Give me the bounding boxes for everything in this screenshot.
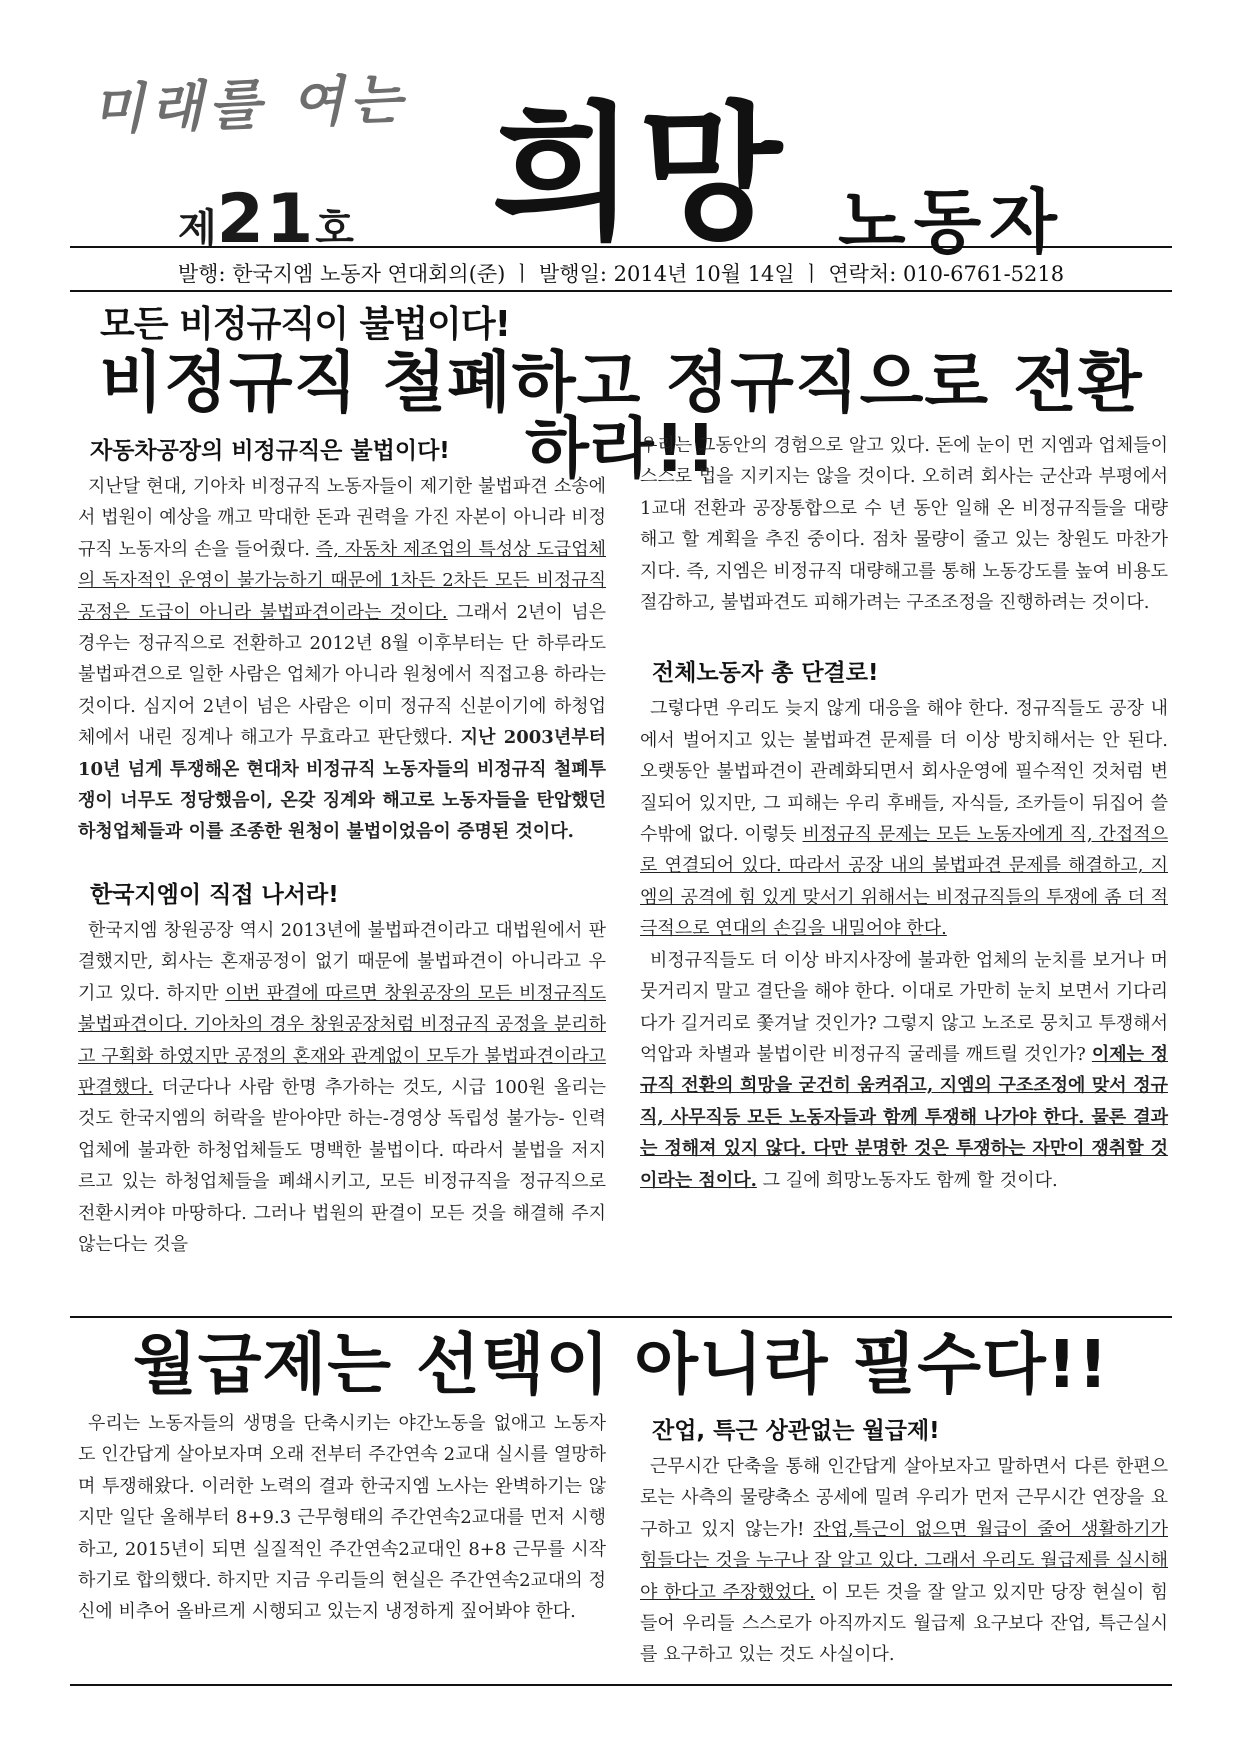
text-run: 한국지엠 창원공장 역시 2013년에 불법파견이라고 대법원에서 판결했지만, 회사는 혼재공정이 없기 때문에 불법파견이 아니라고 우기고 있다. 하지만 — [78, 919, 606, 1004]
article2-headline: 월급제는 선택이 아니라 필수다!! — [133, 1326, 1109, 1403]
text-run: 그 길에 희망노동자도 함께 할 것이다. — [756, 1169, 1058, 1191]
publication-info: 발행: 한국지엠 노동자 연대회의(준) ㅣ 발행일: 2014년 10월 14일 ㅣ 연락처: 010-6761-5218 — [177, 262, 1065, 286]
section-title: 잔업, 특근 상관없는 월급제! — [652, 1418, 940, 1444]
article1-kicker: 모든 비정규직이 불법이다! — [100, 304, 511, 345]
text-run: 비정규직들도 더 이상 바지사장에 불과한 업체의 눈치를 보거나 머뭇거리지 말고 결단을 해야 한다. 이대로 가만히 눈치 보면서 기다리다가 길거리로 쫓겨날 것인가? 그렇지 않고 노조로 뭉치고 투쟁해서 억압과 차별과 불법이란 비정규직 굴레를 깨트릴 것인가? — [640, 949, 1168, 1065]
masthead-rule-top — [70, 246, 1172, 248]
masthead-slogan: 미래를 여는 — [91, 67, 409, 142]
issue-prefix: 제 — [178, 206, 217, 252]
newspaper-subtitle: 노동자 — [838, 181, 1065, 263]
section-divider — [70, 1316, 1172, 1318]
section-title: 한국지엠이 직접 나서라! — [90, 881, 339, 908]
article2-left-column — [78, 1408, 606, 1628]
underlined-text: 즉, 자동차 제조업의 특성상 도급업체의 독자적인 운영이 불가능하기 때문에 1차든 2차든 모든 비정규직 공정은 도급이 아니라 불법파견이라는 것이다. — [78, 538, 606, 623]
paragraph — [640, 1451, 1168, 1671]
text-run: 지난달 현대, 기아차 비정규직 노동자들이 제기한 불법파견 소송에서 법원이 예상을 깨고 막대한 돈과 권력을 가진 자본이 아니라 비정규직 노동자의 손을 들어줬다. — [78, 476, 606, 560]
masthead-rule-bottom — [70, 290, 1172, 292]
text-run: 더군다나 사람 한명 추가하는 것도, 시급 100원 올리는 것도 한국지엠의 허락을 받아야만 하는-경영상 독립성 불가능- 인력업체에 불과한 하청업체들도 명백한 불법이다. 따라서 불법을 저지르고 있는 하청업체들을 폐쇄시키고, 모든 비정규직을 정규직으로 전환시켜야 마땅하다. 그러나 법원의 판결이 모든 것을 해결해 주지 않는다는 것을 — [78, 1076, 606, 1255]
issue-number-value: 21 — [216, 180, 316, 259]
bold-underlined-text: 이제는 정규직 전환의 희망을 굳건히 움켜쥐고, 지엠의 구조조정에 맞서 정규직, 사무직등 모든 노동자들과 함께 투쟁해 나가야 한다. 물론 결과는 정해져 있지 않다. 다만 분명한 것은 투쟁하는 자만이 쟁취할 것이라는 점이다. — [640, 1043, 1168, 1191]
paragraph — [78, 915, 606, 1260]
article1-right-column — [640, 430, 1168, 1196]
text-run: 이 모든 것을 잘 알고 있지만 당장 현실이 힘들어 우리들 스스로가 아직까지도 월급제 요구보다 잔업, 특근실시를 요구하고 있는 것도 사실이다. — [640, 1581, 1169, 1666]
paragraph: 우리는 그동안의 경험으로 알고 있다. 돈에 눈이 먼 지엠과 업체들이 스스로 법을 지키지는 않을 것이다. 오히려 회사는 군산과 부평에서 1교대 전환과 공장통합으로 수 년 동안 일해 온 비정규직들을 대량해고 할 계획을 추진 중이다. 점차 물량이 줄고 있는 창원도 마찬가지다. 즉, 지엠은 비정규직 대량해고를 통해 노동강도를 높여 비용도 절감하고, 불법파견도 피해가려는 구조조정을 진행하려는 것이다. — [640, 435, 1168, 614]
underlined-text: 비정규직 문제는 모든 노동자에게 직, 간접적으로 연결되어 있다. 따라서 공장 내의 불법파견 문제를 해결하고, 지엠의 공격에 힘 있게 맞서기 위해서는 비정규직들의 투쟁에 좀 더 적극적으로 연대의 손길을 내밀어야 한다. — [640, 824, 1168, 940]
paragraph — [640, 693, 1168, 944]
text-run: 그래서 2년이 넘은 경우는 정규직으로 전환하고 2012년 8월 이후부터는 단 하루라도 불법파견으로 일한 사람은 업체가 아니라 원청에서 직접고용 하라는 것이다. 심지어 2년이 넘은 사람은 이미 정규직 신분이기에 하청업체에서 내린 징계나 해고가 무효라고 판단했다. — [78, 601, 606, 749]
article2-right-column — [640, 1412, 1168, 1671]
newspaper-title: 희망 — [492, 88, 786, 260]
paragraph: 우리는 노동자들의 생명을 단축시키는 야간노동을 없애고 노동자도 인간답게 살아보자며 오래 전부터 주간연속 2교대 실시를 열망하며 투쟁해왔다. 이러한 노력의 결과 한국지엠 노사는 완벽하기는 않지만 일단 올해부터 8+9.3 근무형태의 주간연속2교대를 먼저 시행하고, 2015년이 되면 실질적인 주간연속2교대인 8+8 근무를 시작하기로 합의했다. 하지만 지금 우리들의 현실은 주간연속2교대의 정신에 비추어 올바르게 시행되고 있는지 냉정하게 짚어봐야 한다. — [78, 1413, 606, 1623]
article1-left-column — [78, 432, 606, 1260]
text-run: 근무시간 단축을 통해 인간답게 살아보자고 말하면서 다른 한편으로는 사측의 물량축소 공세에 밀려 우리가 먼저 근무시간 연장을 요구하고 있지 않는가! — [640, 1456, 1168, 1540]
issue-suffix: 호 — [315, 206, 354, 252]
section-title: 자동차공장의 비정규직은 불법이다! — [90, 438, 450, 464]
section-title: 전체노동자 총 단결로! — [652, 660, 879, 687]
underlined-text: 잔업,특근이 없으면 월급이 줄어 생활하기가 힘들다는 것을 누구나 잘 알고 있다. 그래서 우리도 월급제를 실시해야 한다고 주장했었다. — [640, 1518, 1168, 1603]
paragraph — [78, 471, 606, 848]
bold-text: 지난 2003년부터 10년 넘게 투쟁해온 현대차 비정규직 노동자들의 비정규직 철폐투쟁이 너무도 정당했음이, 온갖 징계와 해고로 노동자들을 탄압했던 하청업체들과 이를 조종한 원청이 불법이었음이 증명된 것이다. — [78, 727, 606, 843]
paragraph — [640, 945, 1168, 1196]
underlined-text: 이번 판결에 따르면 창원공장의 모든 비정규직도 불법파견이다. 기아차의 경우 창원공장처럼 비정규직 공정을 분리하고 구획화 하였지만 공정의 혼재와 관계없이 모두가 불법파견이라고 판결했다. — [78, 982, 606, 1098]
page-bottom-rule — [70, 1684, 1172, 1686]
article1-headline: 비정규직 철폐하고 정규직으로 전환하라!! — [99, 344, 1143, 487]
text-run: 그렇다면 우리도 늦지 않게 대응을 해야 한다. 정규직들도 공장 내에서 벌어지고 있는 불법파견 문제를 더 이상 방치해서는 안 된다. 오랫동안 불법파견이 관례화되면서 회사운영에 필수적인 것처럼 변질되어 있지만, 그 피해는 우리 후배들, 자식들, 조카들이 뒤집어 쓸 수밖에 없다. 이렇듯 — [640, 698, 1168, 846]
